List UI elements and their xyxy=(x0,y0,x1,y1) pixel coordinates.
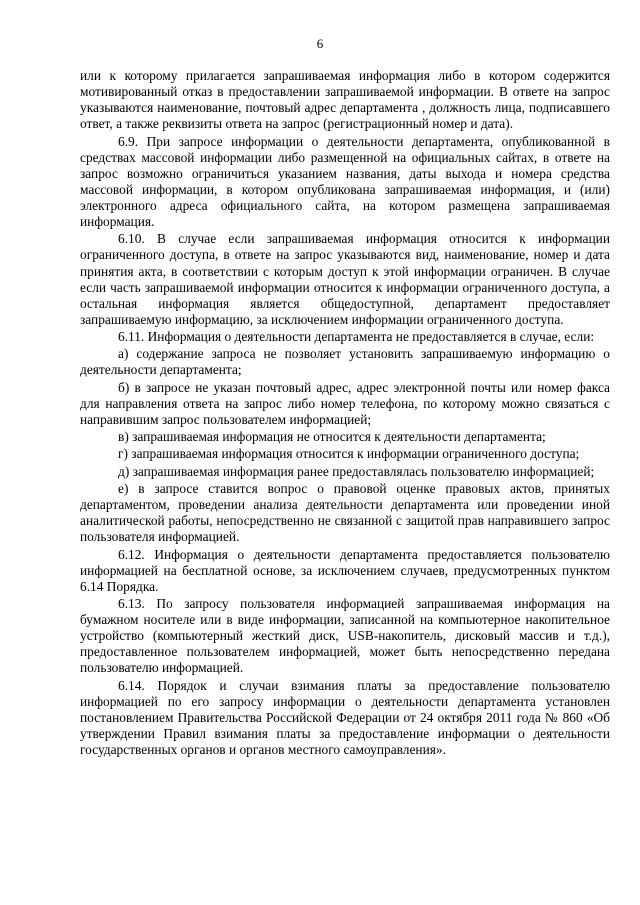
paragraph: 6.12. Информация о деятельности департамента предоставляется пользователю информацией на бесплатной основе, за исключением случаев, предусмотренных пунктом 6.14 Порядка. xyxy=(80,546,610,594)
list-item: д) запрашиваемая информация ранее предоставлялась пользователю информацией; xyxy=(118,463,595,479)
list-item: в) запрашиваемая информация не относится к деятельности департамента; xyxy=(118,429,546,445)
paragraph: 6.13. По запросу пользователя информацией запрашиваемая информация на бумажном носителе или в виде информации, записанной на компьютерное накопительное устройство (компьютерный жесткий диск, USB-накопитель, дисковый массив и т.д.), предоставленное пользователем информацией, может быть непосредственно передана пользователю информацией. xyxy=(80,596,610,676)
list-item: г) запрашиваемая информация относится к информации ограниченного доступа; xyxy=(118,446,580,462)
paragraph: 6.11. Информация о деятельности департамента не предоставляется в случае, если: xyxy=(118,329,595,345)
paragraph: 6.14. Порядок и случаи взимания платы за предоставление пользователю информацией по его запросу информации о деятельности департамента установлен постановлением Правительства Российской Федерации от 24 октября 2011 года № 860 «Об утверждении Правил взимания платы за предоставление информации о деятельности государственных органов и органов местного самоуправления». xyxy=(80,677,610,758)
paragraph: или к которому прилагается запрашиваемая информация либо в котором содержится мотивированный отказ в предоставлении запрашиваемой информации. В ответе на запрос указываются наименование, почтовый адрес департамента , должность лица, подписавшего ответ, а также реквизиты ответа на запрос (регистрационный номер и дата). xyxy=(80,68,610,132)
list-item: б) в запросе не указан почтовый адрес, адрес электронной почты или номер факса для направления ответа на запрос либо номер телефона, по которому можно связаться с направившим запрос пользователем информацией; xyxy=(80,379,610,427)
document-body xyxy=(80,68,610,759)
list-item: е) в запросе ставится вопрос о правовой оценке правовых актов, принятых департаментом, проведении анализа деятельности департамента или проведении иной аналитической работы, непосредственно не связанной с защитой прав направившего запрос пользователя информацией. xyxy=(80,481,610,545)
page-number: 6 xyxy=(316,36,324,51)
paragraph: 6.10. В случае если запрашиваемая информация относится к информации ограниченного доступа, в ответе на запрос указываются вид, наименование, номер и дата принятия акта, в соответствии с которым доступ к этой информации ограничен. В случае если часть запрашиваемой информации относится к информации ограниченного доступа, а остальная информация является общедоступной, департамент предоставляет запрашиваемую информацию, за исключением информации ограниченного доступа. xyxy=(80,231,610,327)
list-item: а) содержание запроса не позволяет установить запрашиваемую информацию о деятельности департамента; xyxy=(80,346,610,378)
paragraph: 6.9. При запросе информации о деятельности департамента, опубликованной в средствах массовой информации либо размещенной на официальных сайтах, в ответе на запрос возможно ограничиться указанием названия, даты выхода и номера средства массовой информации, в котором опубликована запрашиваемая информация, и (или) электронного адреса официального сайта, на котором размещена запрашиваемая информация. xyxy=(80,133,610,230)
